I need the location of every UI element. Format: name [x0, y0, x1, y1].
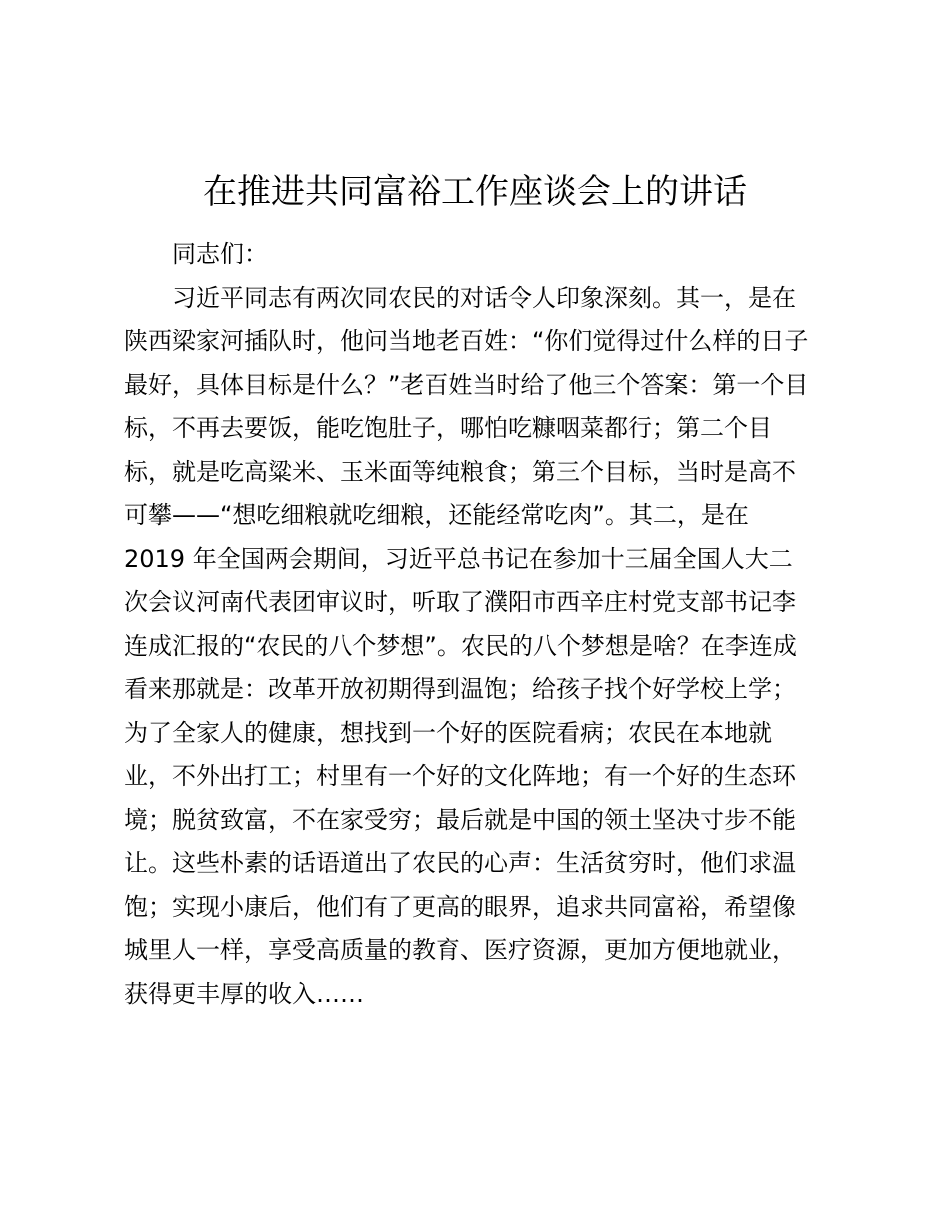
paragraph-line: 城里人一样，享受高质量的教育、医疗资源，更加方便地就业，	[124, 936, 796, 964]
paragraph-line: 标，不再去要饭，能吃饱肚子，哪怕吃糠咽菜都行；第二个目	[124, 414, 772, 442]
paragraph-line: 饱；实现小康后，他们有了更高的眼界，追求共同富裕，希望像	[124, 892, 796, 921]
paragraph-line: 次会议河南代表团审议时，听取了濮阳市西辛庄村党支部书记李	[124, 588, 796, 616]
salutation: 同志们：	[172, 240, 268, 268]
page-title: 在推进共同富裕工作座谈会上的讲话	[203, 172, 747, 212]
paragraph-line: 连成汇报的“农民的八个梦想”。农民的八个梦想是啥？在李连成	[124, 631, 797, 660]
speech-body	[124, 233, 834, 1016]
paragraph-line: 为了全家人的健康，想找到一个好的医院看病；农民在本地就	[124, 718, 772, 747]
paragraph-line: 获得更丰厚的收入……	[124, 979, 364, 1008]
paragraph-line: 陕西梁家河插队时，他问当地老百姓：“你们觉得过什么样的日子	[124, 327, 809, 355]
paragraph-line: 最好，具体目标是什么？”老百姓当时给了他三个答案：第一个目	[124, 370, 809, 399]
paragraph-line: 让。这些朴素的话语道出了农民的心声：生活贫穷时，他们求温	[124, 849, 796, 877]
paragraph-line: 可攀——“想吃细粮就吃细粮，还能经常吃肉”。其二，是在	[124, 501, 749, 529]
paragraph-line: 看来那就是：改革开放初期得到温饱；给孩子找个好学校上学；	[124, 675, 796, 703]
paragraph-line: 业，不外出打工；村里有一个好的文化阵地；有一个好的生态环	[124, 762, 796, 790]
paragraph-line: 习近平同志有两次同农民的对话令人印象深刻。其一，是在	[172, 283, 796, 312]
paragraph-line: 2019 年全国两会期间，习近平总书记在参加十三届全国人大二	[124, 544, 793, 573]
paragraph-line: 境；脱贫致富，不在家受穷；最后就是中国的领土坚决寸步不能	[124, 805, 796, 834]
paragraph-line: 标，就是吃高粱米、玉米面等纯粮食；第三个目标，当时是高不	[124, 457, 796, 486]
